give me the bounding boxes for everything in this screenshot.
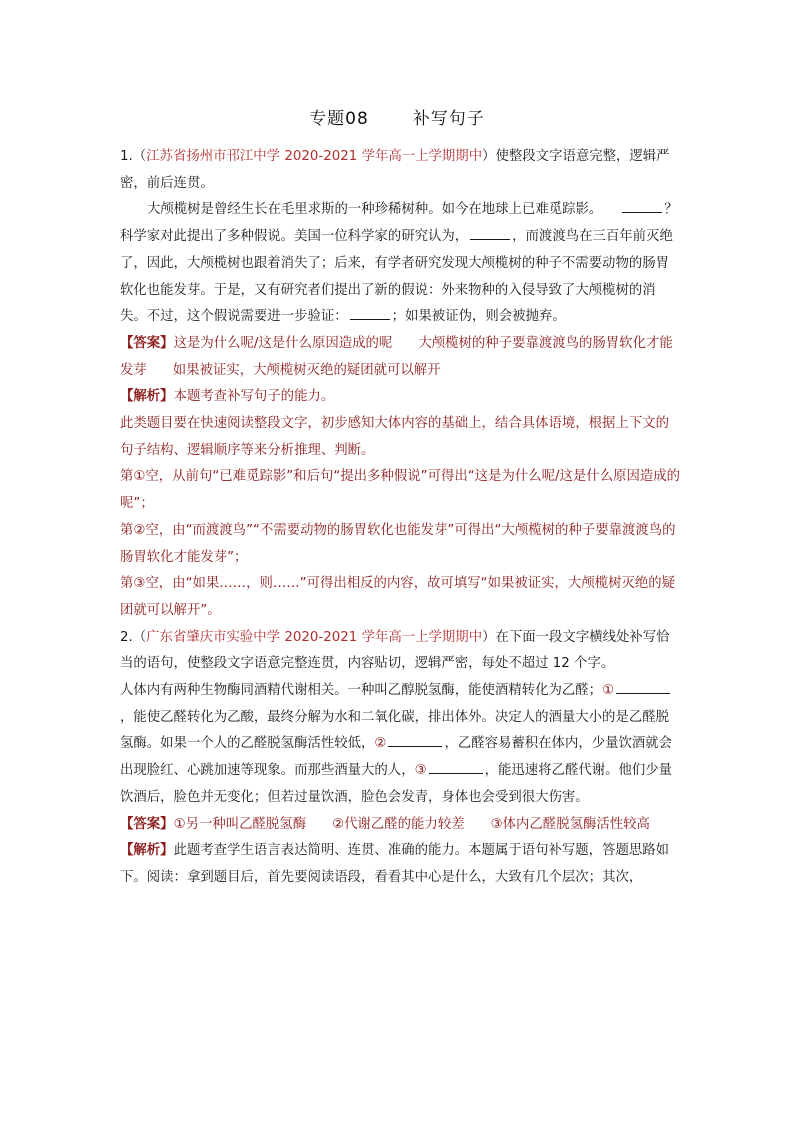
analysis-tag: 【解析】 (120, 843, 174, 859)
answer-tag: 【答案】 (120, 816, 174, 832)
question-2-answer: 【答案】①另一种叫乙醛脱氢酶 ②代谢乙醛的能力较差 ③体内乙醛脱氢酶活性较高 (120, 816, 650, 832)
title-topic-number: 专题08 (309, 109, 369, 129)
analysis-tag: 【解析】 (120, 389, 174, 405)
title-topic-name: 补写句子 (412, 109, 485, 129)
question-1-answer: 【答案】这是为什么呢/这是什么原因造成的呢 大颅榄树的种子要靠渡渡鸟的肠胃软化才能发芽 如果被证实，大颅榄树灭绝的疑团就可以解开 (120, 335, 673, 378)
question-1-stem: 1.（江苏省扬州市邗江中学 2020-2021 学年高一上学期期中）使整段文字语意完整，逻辑严密，前后连贯。 (120, 149, 670, 191)
question-2-analysis: 【解析】此题考查学生语言表达简明、连贯、准确的能力。本题属于语句补写题，答题思路如下。阅读：拿到题目后，首先要阅读语段，看看其中心是什么，大致有几个层次；其次， (120, 843, 670, 885)
question-2-source: 广东省肇庆市实验中学 2020-2021 学年高一上学期期中 (146, 629, 483, 645)
question-1-analysis-head: 【解析】本题考查补写句子的能力。 (120, 389, 335, 405)
answer-blank-3 (429, 758, 483, 774)
answer-blank-1 (616, 678, 670, 694)
question-1-passage: 大颅榄树是曾经生长在毛里求斯的一种珍稀树种。如今在地球上已难觅踪影。 ？科学家对此提出了多种假说。美国一位科学家的研究认为， ，而渡渡鸟在三百年前灭绝了，因此，大颅榄树也跟着消失了；后来，有学者研究发现大颅榄树的种子不需要动物的肠胃软化也能发芽。于是，又有研究者们提出了新的假说：外来物种的入侵导致了大颅榄树的消失。不过，这个假说需要进一步验证： ；如果被证伪，则会被抛弃。 (120, 197, 682, 331)
question-1-blank-1-explanation: 第①空，从前句“已难觅踪影”和后句“提出多种假说”可得出“这是为什么呢/这是什么原因造成的呢”； (120, 469, 681, 512)
question-1-blank-2-explanation: 第②空，由“而渡渡鸟”“不需要动物的肠胃软化也能发芽”可得出“大颅榄树的种子要靠渡渡鸟的肠胃软化才能发芽”； (120, 522, 676, 565)
question-1-source: 江苏省扬州市邗江中学 2020-2021 学年高一上学期期中 (146, 149, 483, 164)
question-2-passage: 人体内有两种生物酶同酒精代谢相关。一种叫乙醇脱氢酶，能使酒精转化为乙醛；①，能使乙醛转化为乙酸，最终分解为水和二氧化碳，排出体外。决定人的酒量大小的是乙醛脱氢酶。如果一个人的乙醛脱氢酶活性较低，② ，乙醛容易蓄积在体内，少量饮酒就会出现脸红、心跳加速等现象。而那些酒量大的人，③ ，能迅速将乙醛代谢。他们少量饮酒后，脸色并无变化；但若过量饮酒，脸色会发青，身体也会受到很大伤害。 (120, 678, 682, 812)
answer-blank-2 (470, 224, 510, 240)
document-body (120, 144, 682, 892)
answer-tag: 【答案】 (120, 335, 174, 351)
answer-blank-3 (350, 304, 390, 320)
question-1-blank-3-explanation: 第③空，由“如果……，则……”可得出相反的内容，故可填写“如果被证实，大颅榄树灭绝的疑团就可以解开”。 (120, 576, 676, 618)
question-2-stem: 2.（广东省肇庆市实验中学 2020-2021 学年高一上学期期中）在下面一段文字横线处补写恰当的语句，使整段文字语意完整连贯，内容贴切，逻辑严密，每处不超过 12 个字。 (120, 629, 670, 672)
question-1-analysis-body: 此类题目要在快速阅读整段文字，初步感知大体内容的基础上，结合具体语境，根据上下文的句子结构、逻辑顺序等来分析推理、判断。 (120, 416, 670, 458)
page-title (0, 104, 794, 129)
answer-blank-1 (622, 197, 662, 213)
answer-blank-2 (388, 731, 442, 747)
